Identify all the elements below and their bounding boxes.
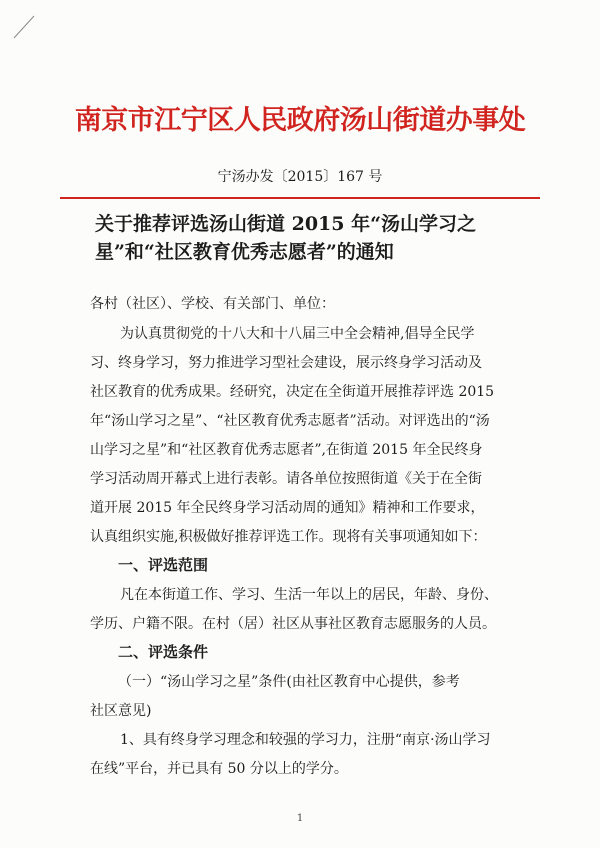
intro-line: 年“汤山学习之星”、“社区教育优秀志愿者”活动。对评选出的“汤 (90, 413, 490, 429)
intro-line: 认真组织实施,积极做好推荐评选工作。现将有关事项通知如下： (90, 529, 487, 545)
title-line-2: 星”和“社区教育优秀志愿者”的通知 (95, 241, 394, 263)
subsection-line: 社区意见) (90, 703, 152, 719)
issuing-organization: 南京市江宁区人民政府汤山街道办事处 (74, 105, 526, 136)
scope-line: 学历、户籍不限。在村（居）社区从事社区教育志愿服务的人员。 (90, 616, 496, 632)
criteria-item-line: 在线”平台，并已具有 50 分以上的学分。 (90, 761, 348, 777)
intro-line: 为认真贯彻党的十八大和十八届三中全会精神,倡导全民学 (120, 326, 475, 342)
scope-line: 凡在本街道工作、学习、生活一年以上的居民，年龄、身份、 (120, 587, 498, 603)
section-heading-scope: 一、评选范围 (118, 556, 209, 574)
intro-line: 学习活动周开幕式上进行表彰。请各单位按照街道《关于在全街 (90, 471, 482, 487)
section-heading-criteria: 二、评选条件 (118, 643, 209, 661)
intro-line: 社区教育的优秀成果。经研究，决定在全街道开展推荐评选 2015 (90, 384, 495, 400)
title-line-1: 关于推荐评选汤山街道 2015 年“汤山学习之 (95, 213, 477, 235)
criteria-item-line: 1、具有终身学习理念和较强的学习力，注册“南京·汤山学习 (120, 732, 491, 748)
intro-line: 习、终身学习，努力推进学习型社会建设，展示终身学习活动及 (90, 355, 482, 371)
salutation: 各村（社区）、学校、有关部门、单位： (90, 296, 335, 312)
intro-line: 山学习之星”和“社区教育优秀志愿者”,在街道 2015 年全民终身 (90, 442, 483, 458)
intro-line: 道开展 2015 年全民终身学习活动周的通知》精神和工作要求， (90, 500, 485, 516)
document-number: 宁汤办发〔2015〕167 号 (217, 169, 383, 185)
page-number: 1 (296, 813, 304, 824)
subsection-line: （一）“汤山学习之星”条件(由社区教育中心提供，参考 (118, 674, 460, 690)
